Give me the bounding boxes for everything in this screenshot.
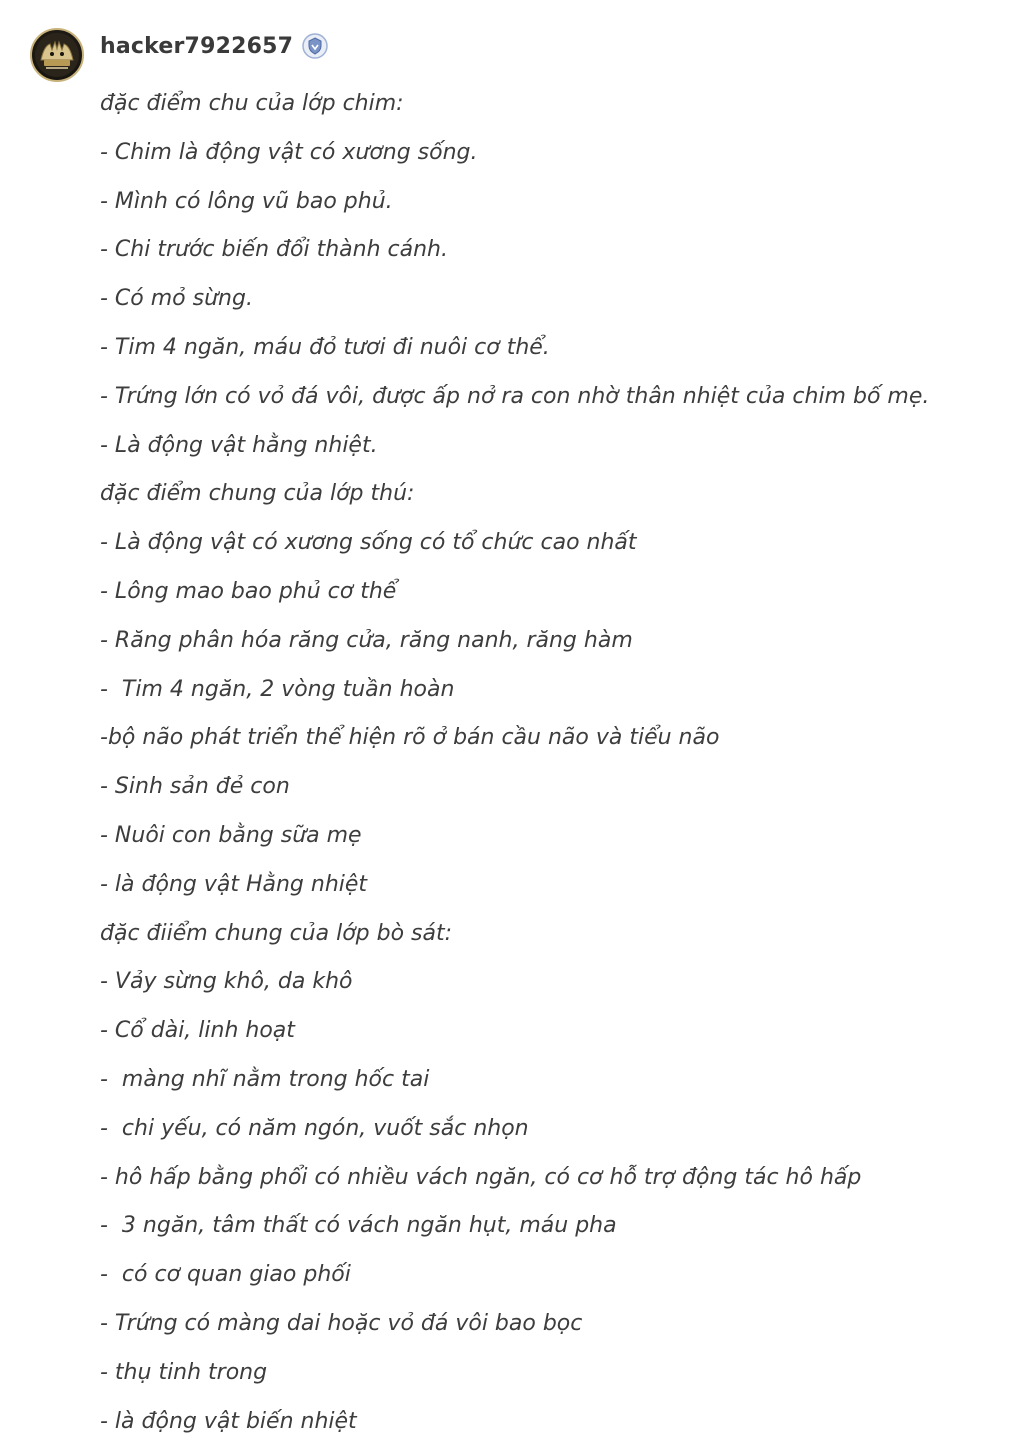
content-line: - Vảy sừng khô, da khô — [100, 969, 353, 995]
content-line: - là động vật biến nhiệt — [100, 1408, 357, 1434]
content-line: - màng nhĩ nằm trong hốc tai — [100, 1066, 430, 1092]
avatar[interactable] — [30, 28, 84, 82]
content-line: - Trứng lớn có vỏ đá vôi, được ấp nở ra con nhờ thân nhiệt của chim bố mẹ. — [100, 383, 930, 409]
content-line: - thụ tinh trong — [100, 1359, 268, 1385]
content-line: -bộ não phát triển thể hiện rõ ở bán cầu não và tiểu não — [100, 725, 720, 751]
content-line: - hô hấp bằng phổi có nhiều vách ngăn, có cơ hỗ trợ động tác hô hấp — [100, 1164, 862, 1190]
answer-content — [100, 80, 1000, 1446]
avatar-emblem-icon — [32, 30, 82, 80]
content-line: - Là động vật có xương sống có tổ chức cao nhất — [100, 530, 637, 556]
content-line: - là động vật Hằng nhiệt — [100, 871, 368, 897]
content-line: - Chi trước biến đổi thành cánh. — [100, 237, 448, 263]
content-line: - Mình có lông vũ bao phủ. — [100, 188, 393, 214]
content-line: - có cơ quan giao phối — [100, 1262, 351, 1288]
content-line: - Tim 4 ngăn, máu đỏ tươi đi nuôi cơ thể. — [100, 334, 550, 360]
content-line: - chi yếu, có năm ngón, vuốt sắc nhọn — [100, 1115, 529, 1141]
content-line: đặc điểm chung của lớp thú: — [100, 481, 415, 507]
content-line: đặc điiểm chung của lớp bò sát: — [100, 920, 453, 946]
content-line: - Có mỏ sừng. — [100, 286, 253, 312]
verified-shield-icon — [301, 32, 329, 60]
content-line: - Sinh sản đẻ con — [100, 774, 290, 800]
content-line: - Lông mao bao phủ cơ thể — [100, 578, 397, 604]
content-line: đặc điểm chu của lớp chim: — [100, 91, 404, 116]
content-line: - Là động vật hằng nhiệt. — [100, 432, 378, 458]
content-line: - Trứng có màng dai hoặc vỏ đá vôi bao bọc — [100, 1310, 583, 1336]
content-line: - Nuôi con bằng sữa mẹ — [100, 822, 362, 848]
post-header — [100, 28, 329, 64]
content-line: - Cổ dài, linh hoạt — [100, 1018, 295, 1044]
username[interactable]: hacker7922657 — [100, 33, 294, 59]
content-line: - Tim 4 ngăn, 2 vòng tuần hoàn — [100, 676, 455, 702]
content-line: - Răng phân hóa răng cửa, răng nanh, răng hàm — [100, 627, 633, 653]
content-line: - 3 ngăn, tâm thất có vách ngăn hụt, máu pha — [100, 1213, 617, 1239]
content-line: - Chim là động vật có xương sống. — [100, 139, 478, 165]
